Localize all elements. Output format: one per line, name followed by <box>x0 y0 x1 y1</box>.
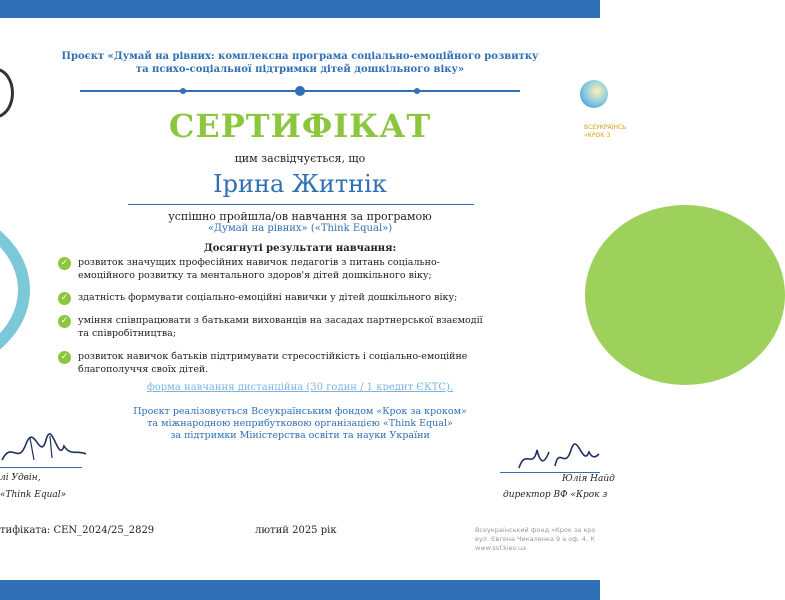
program-name: «Думай на рівних» («Think Equal») <box>207 223 393 234</box>
right-signer-name: Юлія Найд <box>562 474 615 484</box>
completion-text: успішно пройшла/ов навчання за програмою <box>168 210 432 223</box>
org-info-line-2: вул. Євгена Чикаленка 9 а оф. 4, К <box>475 535 595 543</box>
certificate-date: лютий 2025 рік <box>255 525 337 536</box>
name-underline <box>128 204 474 205</box>
right-signature-line <box>500 472 600 473</box>
implementation-line-2: та міжнародною неприбутковою організацією «Think Equal» <box>147 418 453 429</box>
check-circle-icon: ✓ <box>58 292 71 305</box>
title-divider <box>80 85 520 97</box>
left-signer-role: «Think Equal» <box>0 490 67 500</box>
partner-logo-line-1: ВСЕУКРАЇНСЬ <box>584 124 627 131</box>
right-decorative-arc <box>585 205 785 385</box>
partner-logo-line-2: «КРОК З <box>584 132 611 139</box>
check-circle-icon: ✓ <box>58 257 71 270</box>
check-circle-icon: ✓ <box>58 315 71 328</box>
project-title: Проєкт «Думай на рівних: комплексна програма соціально-емоційного розвитку та психо-соціальної підтримки дітей дошкільного віку» <box>61 51 539 75</box>
result-text: уміння співпрацювати з батьками вихованців на засадах партнерської взаємодії та співробітництва; <box>78 315 483 339</box>
study-form-text: форма навчання дистанційна (30 годин / 1 кредит ЄКТС). <box>146 382 454 393</box>
right-signer-role: директор ВФ «Крок з <box>503 490 608 500</box>
check-circle-icon: ✓ <box>58 351 71 364</box>
right-signature <box>515 440 600 475</box>
certificate-number: тифіката: CEN_2024/25_2829 <box>0 525 155 536</box>
implementation-note <box>0 406 600 442</box>
top-band <box>0 0 600 18</box>
left-signature <box>0 430 90 470</box>
implementation-line-3: за підтримки Міністерства освіти та науки України <box>170 430 430 441</box>
result-text: розвиток значущих професійних навичок педагогів з питань соціально-емоційного розвитку та ментального здоров'я дітей дошкільного віку; <box>78 257 440 281</box>
left-signature-line <box>0 467 82 468</box>
certificate-title: СЕРТИФІКАТ <box>168 107 432 145</box>
results-heading: Досягнуті результати навчання: <box>203 243 397 254</box>
result-text: здатність формувати соціально-емоційні навички у дітей дошкільного віку; <box>78 292 458 303</box>
left-signer-name: лі Удвін, <box>0 473 41 483</box>
result-text: розвиток навичок батьків підтримувати стресостійкість і соціально-емоційне благополуччя своїх дітей. <box>78 351 468 375</box>
certifies-text: цим засвідчується, що <box>234 152 366 165</box>
bottom-band <box>0 580 600 600</box>
implementation-line-1: Проєкт реалізовується Всеукраїнським фондом «Крок за кроком» <box>133 406 467 417</box>
organization-info <box>475 526 595 553</box>
org-info-line-1: Всеукраїнський фонд «Крок за кро <box>475 526 596 534</box>
org-info-line-3: www.ssf.kiev.ua <box>475 544 527 552</box>
step-by-step-logo-icon <box>580 80 608 108</box>
recipient-name: Ірина Житнік <box>213 170 387 198</box>
